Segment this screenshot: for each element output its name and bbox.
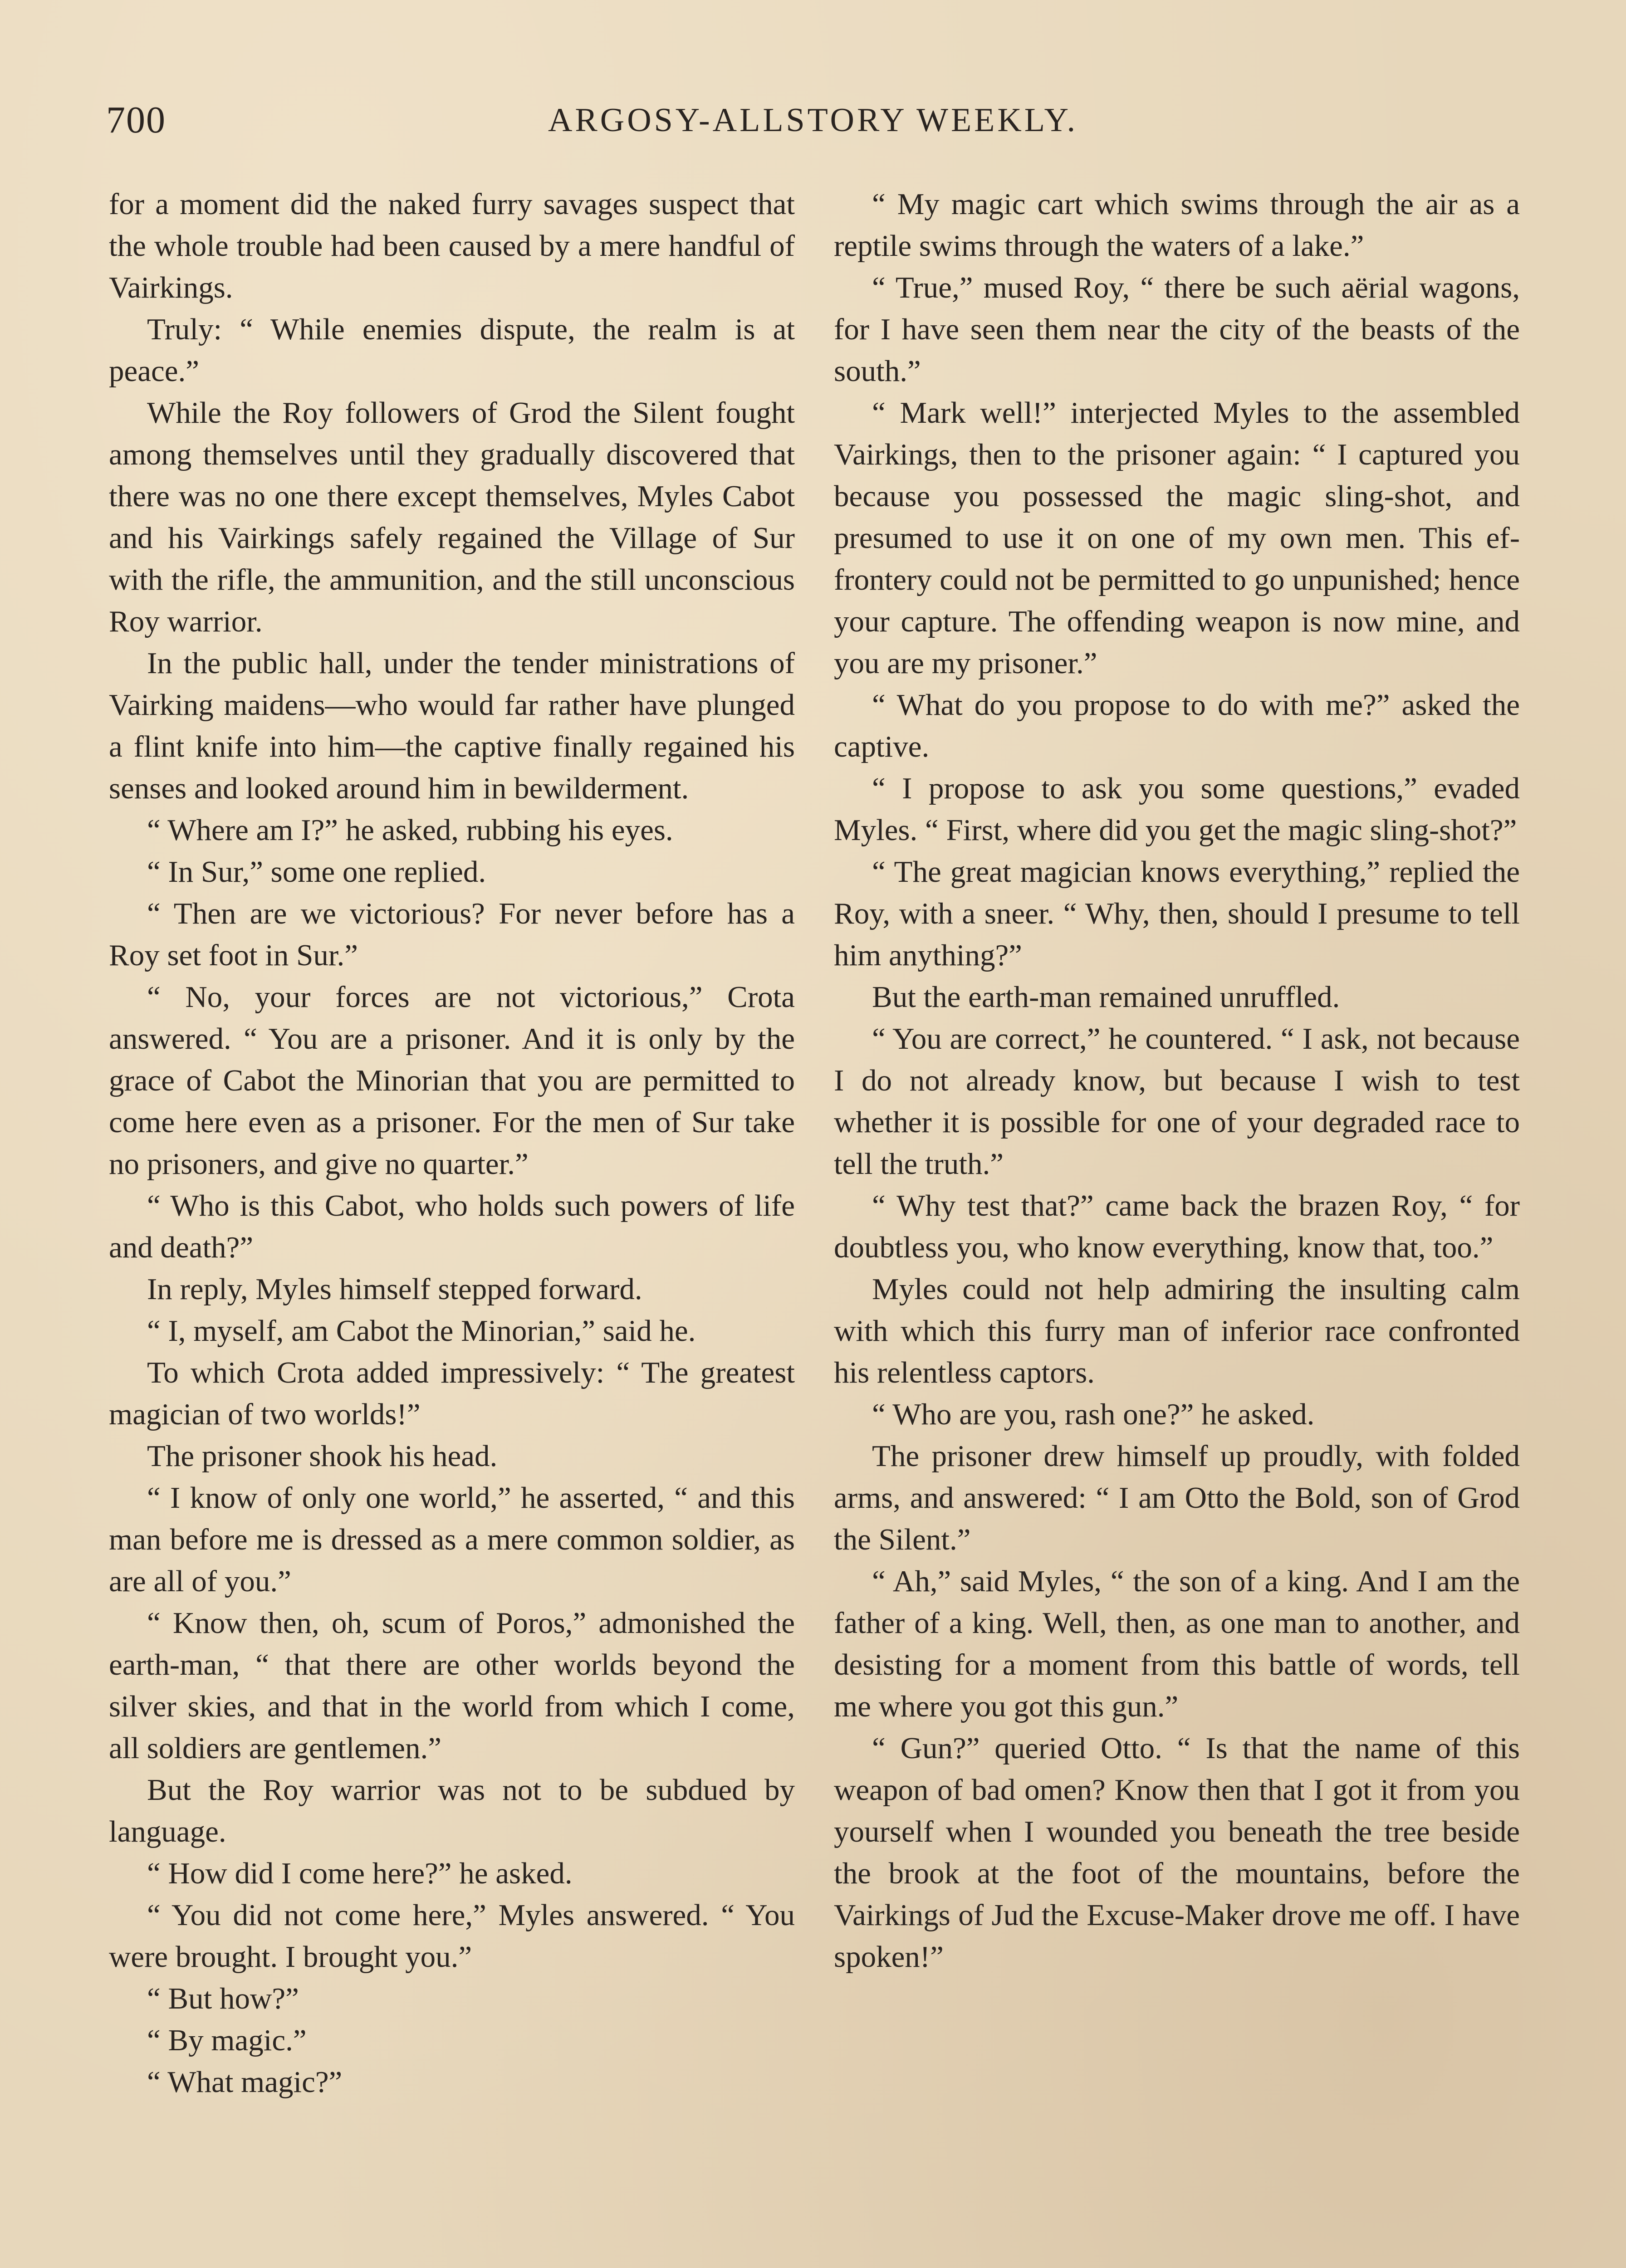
paragraph: “ By magic.” (147, 2024, 307, 2057)
paragraph: “ Who is this Cabot, who holds such powers of life and death?” (109, 1189, 795, 1264)
paragraph: The prisoner drew himself up proudly, with folded arms, and answered: “ I am Otto the Bold, son of Grod the Silent.” (834, 1439, 1520, 1556)
paragraph: “ You did not come here,” Myles answered. “ You were brought. I brought you.” (109, 1898, 795, 1974)
paragraph: But the earth-man remained unruffled. (872, 980, 1340, 1014)
paragraph: “ In Sur,” some one replied. (147, 855, 486, 889)
paragraph: “ What magic?” (147, 2065, 343, 2099)
paragraph: “ Why test that?” came back the brazen Roy, “ for doubtless you, who know everything, know that, too.” (834, 1189, 1520, 1264)
paragraph: “ Who are you, rash one?” he asked. (872, 1398, 1315, 1431)
paragraph: “ But how?” (147, 1982, 299, 2015)
paragraph: for a moment did the naked furry savages suspect that the whole trouble had been caused by a mere handful of Vairkings. (109, 187, 795, 304)
paragraph: Truly: “ While enemies dispute, the realm is at peace.” (109, 313, 795, 388)
paragraph: In reply, Myles himself stepped forward. (147, 1272, 642, 1306)
paragraph: “ Ah,” said Myles, “ the son of a king. And I am the father of a king. Well, then, as one man to another, and desisting for a moment from this battle of words, tell me where you got this gun.” (834, 1564, 1520, 1723)
paragraph: “ True,” mused Roy, “ there be such aërial wagons, for I have seen them near the city of the beasts of the south.” (834, 271, 1520, 388)
page-header (106, 95, 1520, 150)
page-number: 700 (106, 99, 166, 141)
paragraph: The prisoner shook his head. (147, 1439, 498, 1473)
paragraph: “ My magic cart which swims through the air as a reptile swims through the waters of a lake.” (834, 187, 1520, 263)
paragraph: “ How did I come here?” he asked. (147, 1857, 573, 1890)
running-title: ARGOSY-ALLSTORY WEEKLY. (548, 102, 1078, 139)
paragraph: “ You are correct,” he countered. “ I ask, not because I do not already know, but because I wish to test whether it is possible for one of your degraded race to tell the truth.” (834, 1022, 1520, 1181)
paragraph: “ Then are we victorious? For never before has a Roy set foot in Sur.” (109, 897, 795, 972)
paragraph: “ I know of only one world,” he asserted, “ and this man before me is dressed as a mere common soldier, as are all of you.” (109, 1481, 795, 1598)
left-text-column (109, 183, 795, 2103)
paragraph: “ I, myself, am Cabot the Minorian,” said he. (147, 1314, 696, 1348)
paragraph: In the public hall, under the tender ministrations of Vairking maidens—who would far rather have plunged a flint knife into him—the captive finally regained his senses and looked around him in bewilderment. (109, 646, 795, 805)
paragraph: “ Mark well!” interjected Myles to the assembled Vairkings, then to the prisoner again: “ I captured you because you possessed the magic sling-shot, and presumed to use it on one of my own men. This effrontery could not be permitted to go unpunished; hence your capture. The offending weapon is now mine, and you are my prisoner.” (834, 396, 1520, 680)
paragraph: “ Know then, oh, scum of Poros,” admonished the earth-man, “ that there are other worlds beyond the silver skies, and that in the world from which I come, all soldiers are gentlemen.” (109, 1606, 795, 1765)
paragraph: While the Roy followers of Grod the Silent fought among themselves until they gradually discovered that there was no one there except themselves, Myles Cabot and his Vairkings safely regained the Village of Sur with the rifle, the ammunition, and the still unconscious Roy warrior. (109, 396, 795, 638)
paragraph: “ No, your forces are not victorious,” Crota answered. “ You are a prisoner. And it is only by the grace of Cabot the Minorian that you are permitted to come here even as a prisoner. For the men of Sur take no prisoners, and give no quarter.” (109, 980, 795, 1181)
paragraph: Myles could not help admiring the insulting calm with which this furry man of inferior race confronted his relentless captors. (834, 1272, 1520, 1389)
right-text-column (834, 183, 1520, 1978)
paragraph: “ What do you propose to do with me?” asked the captive. (834, 688, 1520, 763)
paragraph: But the Roy warrior was not to be subdued by language. (109, 1773, 795, 1848)
paragraph: “ I propose to ask you some questions,” evaded Myles. “ First, where did you get the magic sling-shot?” (834, 772, 1520, 847)
paragraph: “ Where am I?” he asked, rubbing his eyes. (147, 813, 673, 847)
paragraph: “ The great magician knows everything,” replied the Roy, with a sneer. “ Why, then, should I presume to tell him anything?” (834, 855, 1520, 972)
paragraph: To which Crota added impressively: “ The greatest magician of two worlds!” (109, 1356, 795, 1431)
paragraph: “ Gun?” queried Otto. “ Is that the name of this weapon of bad omen? Know then that I got it from you yourself when I wounded you beneath the tree beside the brook at the foot of the mountains, before the Vairkings of Jud the Excuse-Maker drove me off. I have spoken!” (834, 1731, 1520, 1974)
